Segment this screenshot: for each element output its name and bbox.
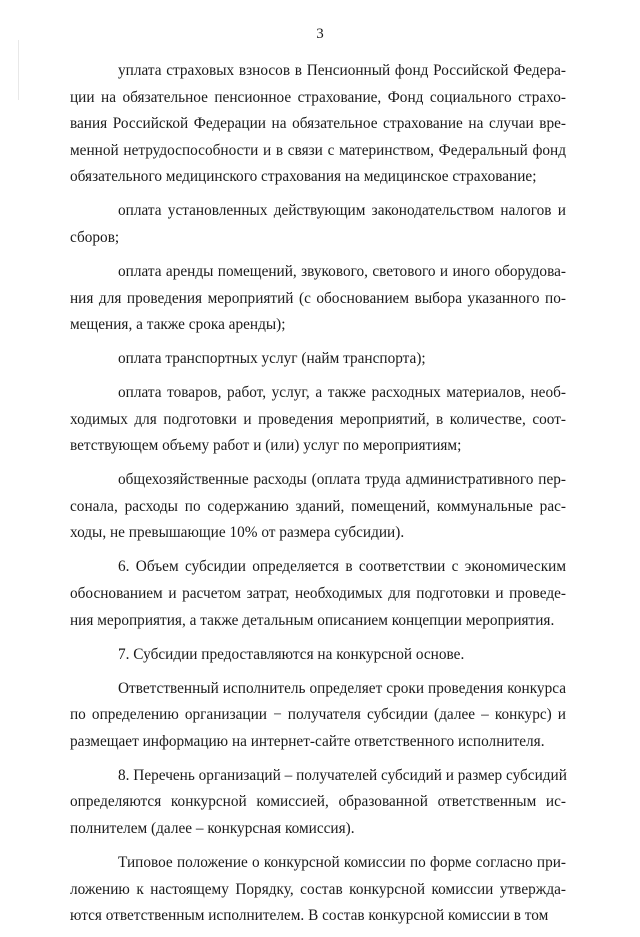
paragraph-line: по определению организации − получателя субсидии (далее – конкурс) и (70, 706, 566, 724)
paragraph-line: ются ответственным исполнителем. В состав конкурсной комиссии в том (70, 907, 549, 925)
paragraph (70, 346, 566, 373)
paragraph-line: Типовое положение о конкурсной комиссии по форме согласно при- (118, 853, 566, 871)
paragraph-line: определяются конкурсной комиссией, образованной ответственным ис- (70, 793, 566, 811)
paragraph-line: ходы, не превышающие 10% от размера субсидии). (70, 524, 405, 542)
paragraph-line: оплата установленных действующим законодательством налогов и (118, 202, 566, 220)
paragraph-line: ции на обязательное пенсионное страхование, Фонд социального страхо- (70, 88, 566, 106)
paragraph-line: оплата товаров, работ, услуг, а также расходных материалов, необ- (118, 384, 566, 402)
paragraph-line: размещает информацию на интернет-сайте ответственного исполнителя. (70, 732, 545, 750)
paragraph-line: ния мероприятия, а также детальным описанием концепции мероприятия. (70, 611, 555, 629)
paragraph-line: Ответственный исполнитель определяет сроки проведения конкурса (118, 679, 566, 697)
paragraph-line: ния для проведения мероприятий (с обоснованием выбора указанного по- (70, 289, 566, 307)
paragraph (70, 380, 566, 460)
document-body (70, 58, 566, 937)
paragraph (70, 850, 566, 930)
paragraph-line: сонала, расходы по содержанию зданий, помещений, коммунальные рас- (70, 497, 566, 515)
paragraph-line: 7. Субсидии предоставляются на конкурсной основе. (118, 645, 465, 663)
paragraph-line: полнителем (далее – конкурсная комиссия). (70, 819, 355, 837)
paragraph-line: сборов; (70, 228, 120, 246)
paragraph-line: ветствующем объему работ и (или) услуг по мероприятиям; (70, 437, 462, 455)
paragraph (70, 259, 566, 339)
paragraph-line: 8. Перечень организаций – получателей субсидий и размер субсидий (118, 766, 567, 784)
paragraph (70, 467, 566, 547)
paragraph-line: ходимых для подготовки и проведения мероприятий, в количестве, соот- (70, 410, 566, 428)
paragraph-line: обязательного медицинского страхования на медицинское страхование; (70, 168, 537, 186)
paragraph (70, 642, 566, 669)
paragraph (70, 676, 566, 756)
paragraph (70, 763, 566, 843)
paragraph-line: ложению к настоящему Порядку, состав конкурсной комиссии утвержда- (70, 880, 566, 898)
scan-margin-mark (18, 40, 19, 100)
paragraph-line: 6. Объем субсидии определяется в соответствии с экономическим (118, 558, 566, 576)
paragraph-line: обоснованием и расчетом затрат, необходимых для подготовки и проведе- (70, 585, 566, 603)
paragraph (70, 198, 566, 251)
paragraph-line: уплата страховых взносов в Пенсионный фонд Российской Федера- (118, 62, 566, 79)
paragraph-line: общехозяйственные расходы (оплата труда административного пер- (118, 471, 566, 489)
paragraph-line: вания Российской Федерации на обязательное страхование на случаи вре- (70, 115, 566, 133)
paragraph-line: оплата аренды помещений, звукового, светового и иного оборудова- (118, 262, 566, 280)
page-number: 3 (316, 26, 324, 42)
paragraph-line: мещения, а также срока аренды); (70, 316, 286, 334)
paragraph-line: оплата транспортных услуг (найм транспорта); (118, 350, 426, 368)
paragraph (70, 58, 566, 191)
paragraph-line: менной нетрудоспособности и в связи с материнством, Федеральный фонд (70, 141, 566, 159)
paragraph (70, 554, 566, 634)
